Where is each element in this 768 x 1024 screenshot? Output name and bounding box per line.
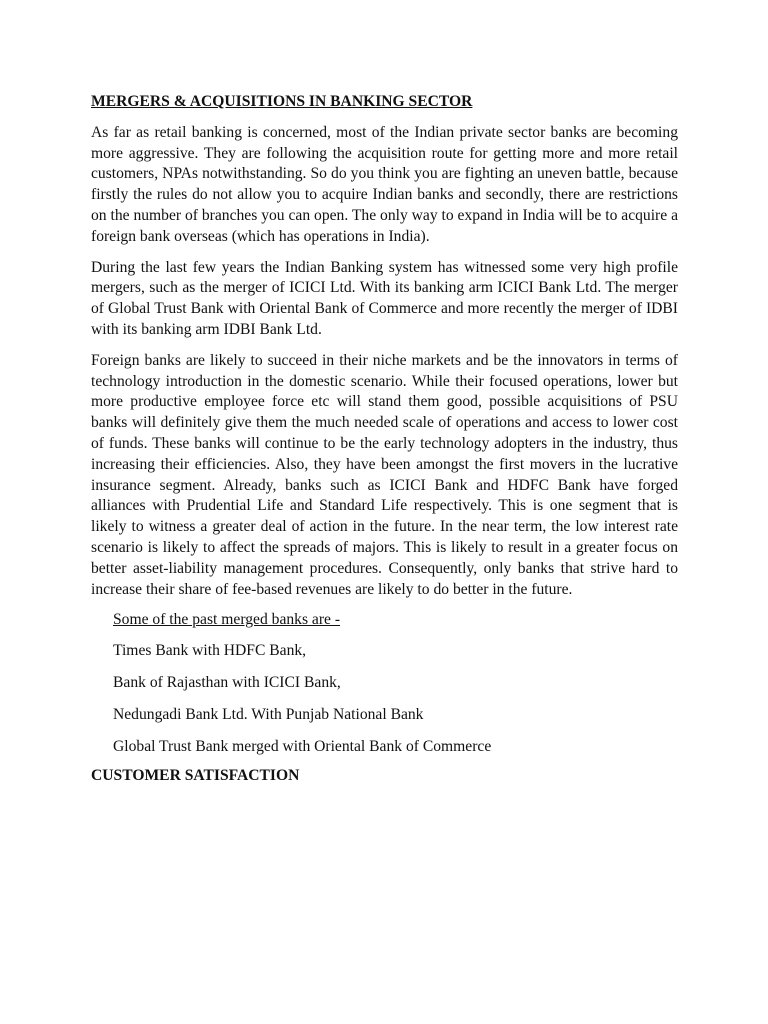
merged-banks-list [91, 641, 678, 757]
customer-satisfaction-heading: CUSTOMER SATISFACTION [91, 767, 300, 785]
paragraph-mergers: During the last few years the Indian Banking system has witnessed some very high profile mergers, such as the merger of ICICI Ltd. With its banking arm ICICI Bank Ltd. The merger of Global Trust Bank with Oriental Bank of Commerce and more recently the merger of IDBI with its banking arm IDBI Bank Ltd. [91, 258, 678, 338]
list-item: Times Bank with HDFC Bank, [113, 642, 307, 660]
section-title: MERGERS & ACQUISITIONS IN BANKING SECTOR [91, 93, 473, 110]
list-item: Nedungadi Bank Ltd. With Punjab National Bank [113, 705, 424, 723]
paragraph-retail-banking: As far as retail banking is concerned, most of the Indian private sector banks are becoming more aggressive. They are following the acquisition route for getting more and more retail customers, NPAs notwithstanding. So do you think you are fighting an uneven battle, because firstly the rules do not allow you to acquire Indian banks and secondly, there are restrictions on the number of branches you can open. The only way to expand in India will be to acquire a foreign bank overseas (which has operations in India). [91, 123, 678, 245]
list-item: Global Trust Bank merged with Oriental Bank of Commerce [113, 737, 492, 755]
paragraph-foreign-banks: Foreign banks are likely to succeed in their niche markets and be the innovators in terms of technology introduction in the domestic scenario. While their focused operations, lower but more productive employee force etc will stand them good, possible acquisitions of PSU banks will definitely give them the much needed scale of operations and access to lower cost of funds. These banks will continue to be the early technology adopters in the industry, thus increasing their efficiencies. Also, they have been amongst the first movers in the lucrative insurance segment. Already, banks such as ICICI Bank and HDFC Bank have forged alliances with Prudential Life and Standard Life respectively. This is one segment that is likely to witness a greater deal of action in the future. In the near term, the low interest rate scenario is likely to affect the spreads of majors. This is likely to result in a greater focus on better asset-liability management procedures. Consequently, only banks that strive hard to increase their share of fee-based revenues are likely to do better in the future. [91, 351, 678, 598]
list-item: Bank of Rajasthan with ICICI Bank, [113, 673, 341, 691]
document-page [91, 92, 678, 787]
merged-banks-intro: Some of the past merged banks are - [113, 611, 341, 629]
